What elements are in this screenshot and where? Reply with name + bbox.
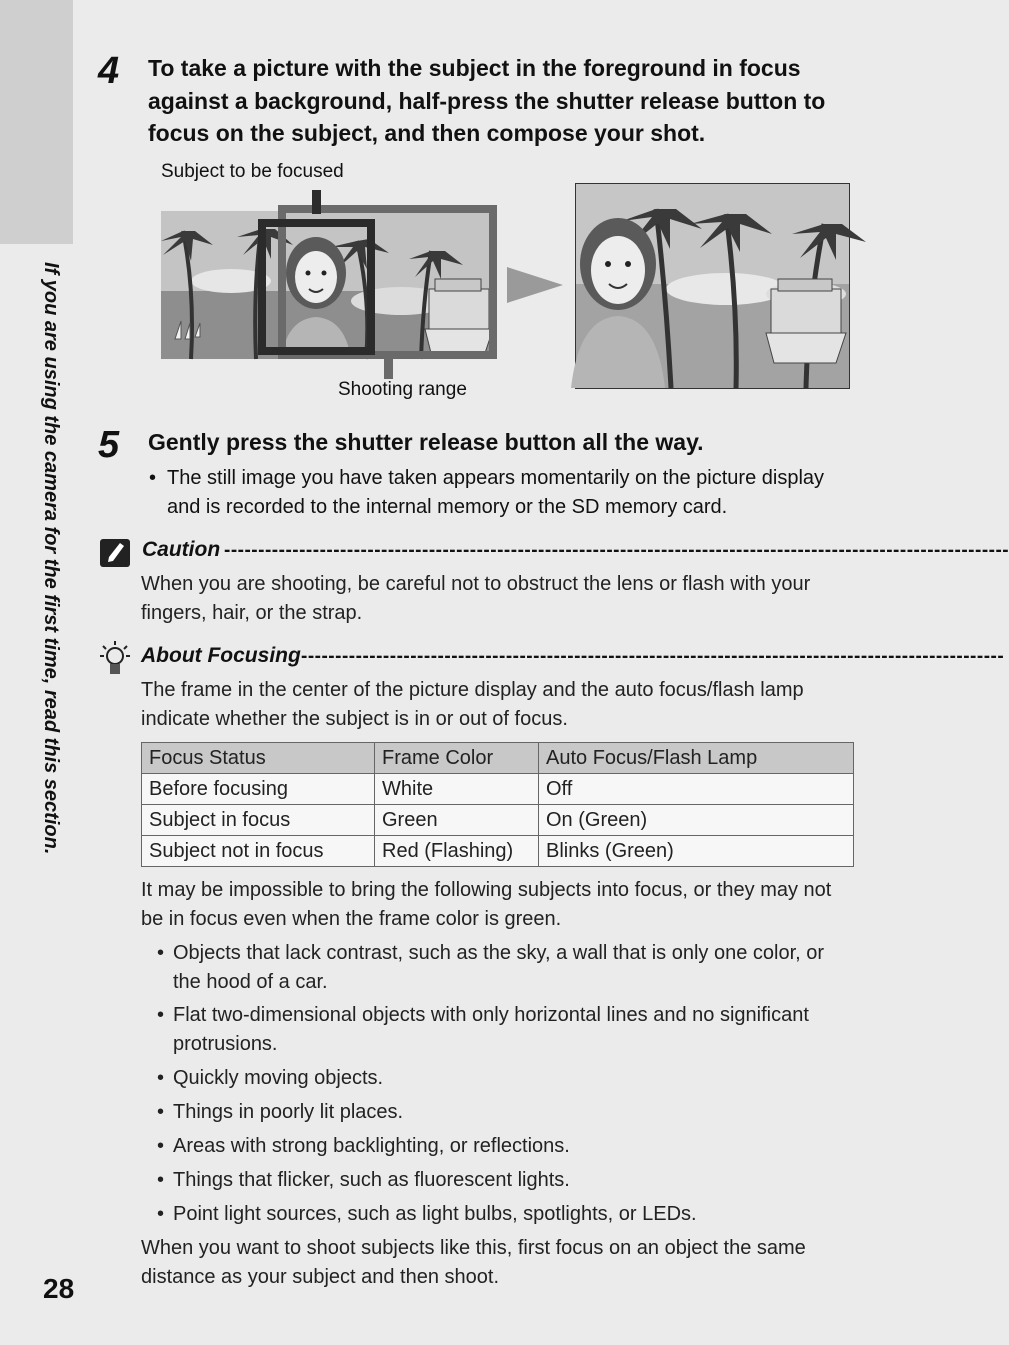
list-item	[157, 1200, 847, 1229]
step-4-number: 4	[98, 50, 120, 92]
list-item	[157, 1064, 847, 1093]
focus-illustration	[161, 211, 496, 359]
bullet-dot: •	[157, 1203, 165, 1225]
focus-scene-image	[161, 211, 496, 359]
step-5-title: Gently press the shutter release button all the way.	[148, 429, 704, 455]
table-row	[142, 805, 854, 836]
list-item	[157, 1166, 847, 1195]
bullet-dot: •	[157, 1169, 165, 1191]
list-item-text: Areas with strong backlighting, or reflections.	[173, 1135, 570, 1157]
list-item	[157, 1098, 847, 1127]
caution-heading: Caution	[142, 538, 221, 561]
table-cell: On (Green)	[539, 805, 854, 836]
caution-icon	[100, 539, 130, 567]
table-header-row	[142, 743, 854, 774]
about-focusing-heading: About Focusing	[141, 644, 301, 667]
caution-text: When you are shooting, be careful not to obstruct the lens or flash with your fingers, hair, or the strap.	[141, 573, 811, 624]
list-item-text: Things in poorly lit places.	[173, 1101, 404, 1123]
focus-status-table	[141, 742, 854, 867]
about-focusing-intro: The frame in the center of the picture display and the auto focus/flash lamp indicate whether the subject is in or out of focus.	[141, 679, 804, 730]
table-cell: White	[375, 774, 539, 805]
composed-shot-image	[575, 183, 850, 389]
step-5-bullet	[149, 464, 854, 522]
subject-leader-line	[312, 190, 321, 214]
sidebar-section-text: If you are using the camera for the first time, read this section.	[40, 262, 62, 855]
closing-text: When you want to shoot subjects like this, first focus on an object the same distance as your subject and then shoot.	[141, 1237, 806, 1288]
step-5-number: 5	[98, 424, 120, 466]
list-item-text: Point light sources, such as light bulbs, spotlights, or LEDs.	[173, 1203, 697, 1225]
bullet-dot: •	[157, 1004, 165, 1026]
list-item	[157, 1132, 847, 1161]
sidebar-tab	[0, 0, 73, 244]
caution-rule: -------------------------------------------------------------------------------------------------------------------	[224, 540, 1009, 561]
composed-scene-image	[576, 184, 849, 388]
list-item	[157, 1001, 847, 1059]
bullet-dot: •	[157, 1101, 165, 1123]
table-cell: Subject not in focus	[142, 836, 375, 867]
bullet-dot: •	[157, 942, 165, 964]
about-focusing-rule: -------------------------------------------------------------------------------------------------------	[301, 646, 1005, 667]
bullet-dot: •	[149, 467, 157, 489]
list-item-text: Things that flicker, such as fluorescent lights.	[173, 1169, 570, 1191]
table-cell: Subject in focus	[142, 805, 375, 836]
list-item-text: Quickly moving objects.	[173, 1067, 384, 1089]
step-5-bullet-text: The still image you have taken appears momentarily on the picture display and is recorded to the internal memory or the SD memory card.	[167, 467, 825, 518]
page-number: 28	[43, 1273, 75, 1304]
bullet-dot: •	[157, 1135, 165, 1157]
table-header-cell: Auto Focus/Flash Lamp	[539, 743, 854, 774]
range-leader-line	[384, 357, 393, 379]
table-header-cell: Frame Color	[375, 743, 539, 774]
step-4-title: To take a picture with the subject in the foreground in focus against a background, half-press the shutter release button to focus on the subject, and then compose your shot.	[148, 55, 826, 146]
list-item-text: Objects that lack contrast, such as the sky, a wall that is only one color, or the hood of a car.	[173, 942, 825, 993]
lightbulb-icon	[100, 639, 130, 677]
table-cell: Before focusing	[142, 774, 375, 805]
arrow-right-icon	[505, 265, 565, 305]
list-item	[157, 939, 847, 997]
list-item-text: Flat two-dimensional objects with only horizontal lines and no significant protrusions.	[173, 1004, 809, 1055]
table-row	[142, 836, 854, 867]
table-cell: Green	[375, 805, 539, 836]
table-header-cell: Focus Status	[142, 743, 375, 774]
table-row	[142, 774, 854, 805]
bullet-dot: •	[157, 1067, 165, 1089]
table-cell: Red (Flashing)	[375, 836, 539, 867]
table-cell: Blinks (Green)	[539, 836, 854, 867]
label-shooting-range: Shooting range	[338, 379, 467, 400]
label-subject-to-be-focused: Subject to be focused	[161, 161, 344, 182]
table-cell: Off	[539, 774, 854, 805]
after-table-text: It may be impossible to bring the following subjects into focus, or they may not be in focus even when the frame color is green.	[141, 879, 832, 930]
